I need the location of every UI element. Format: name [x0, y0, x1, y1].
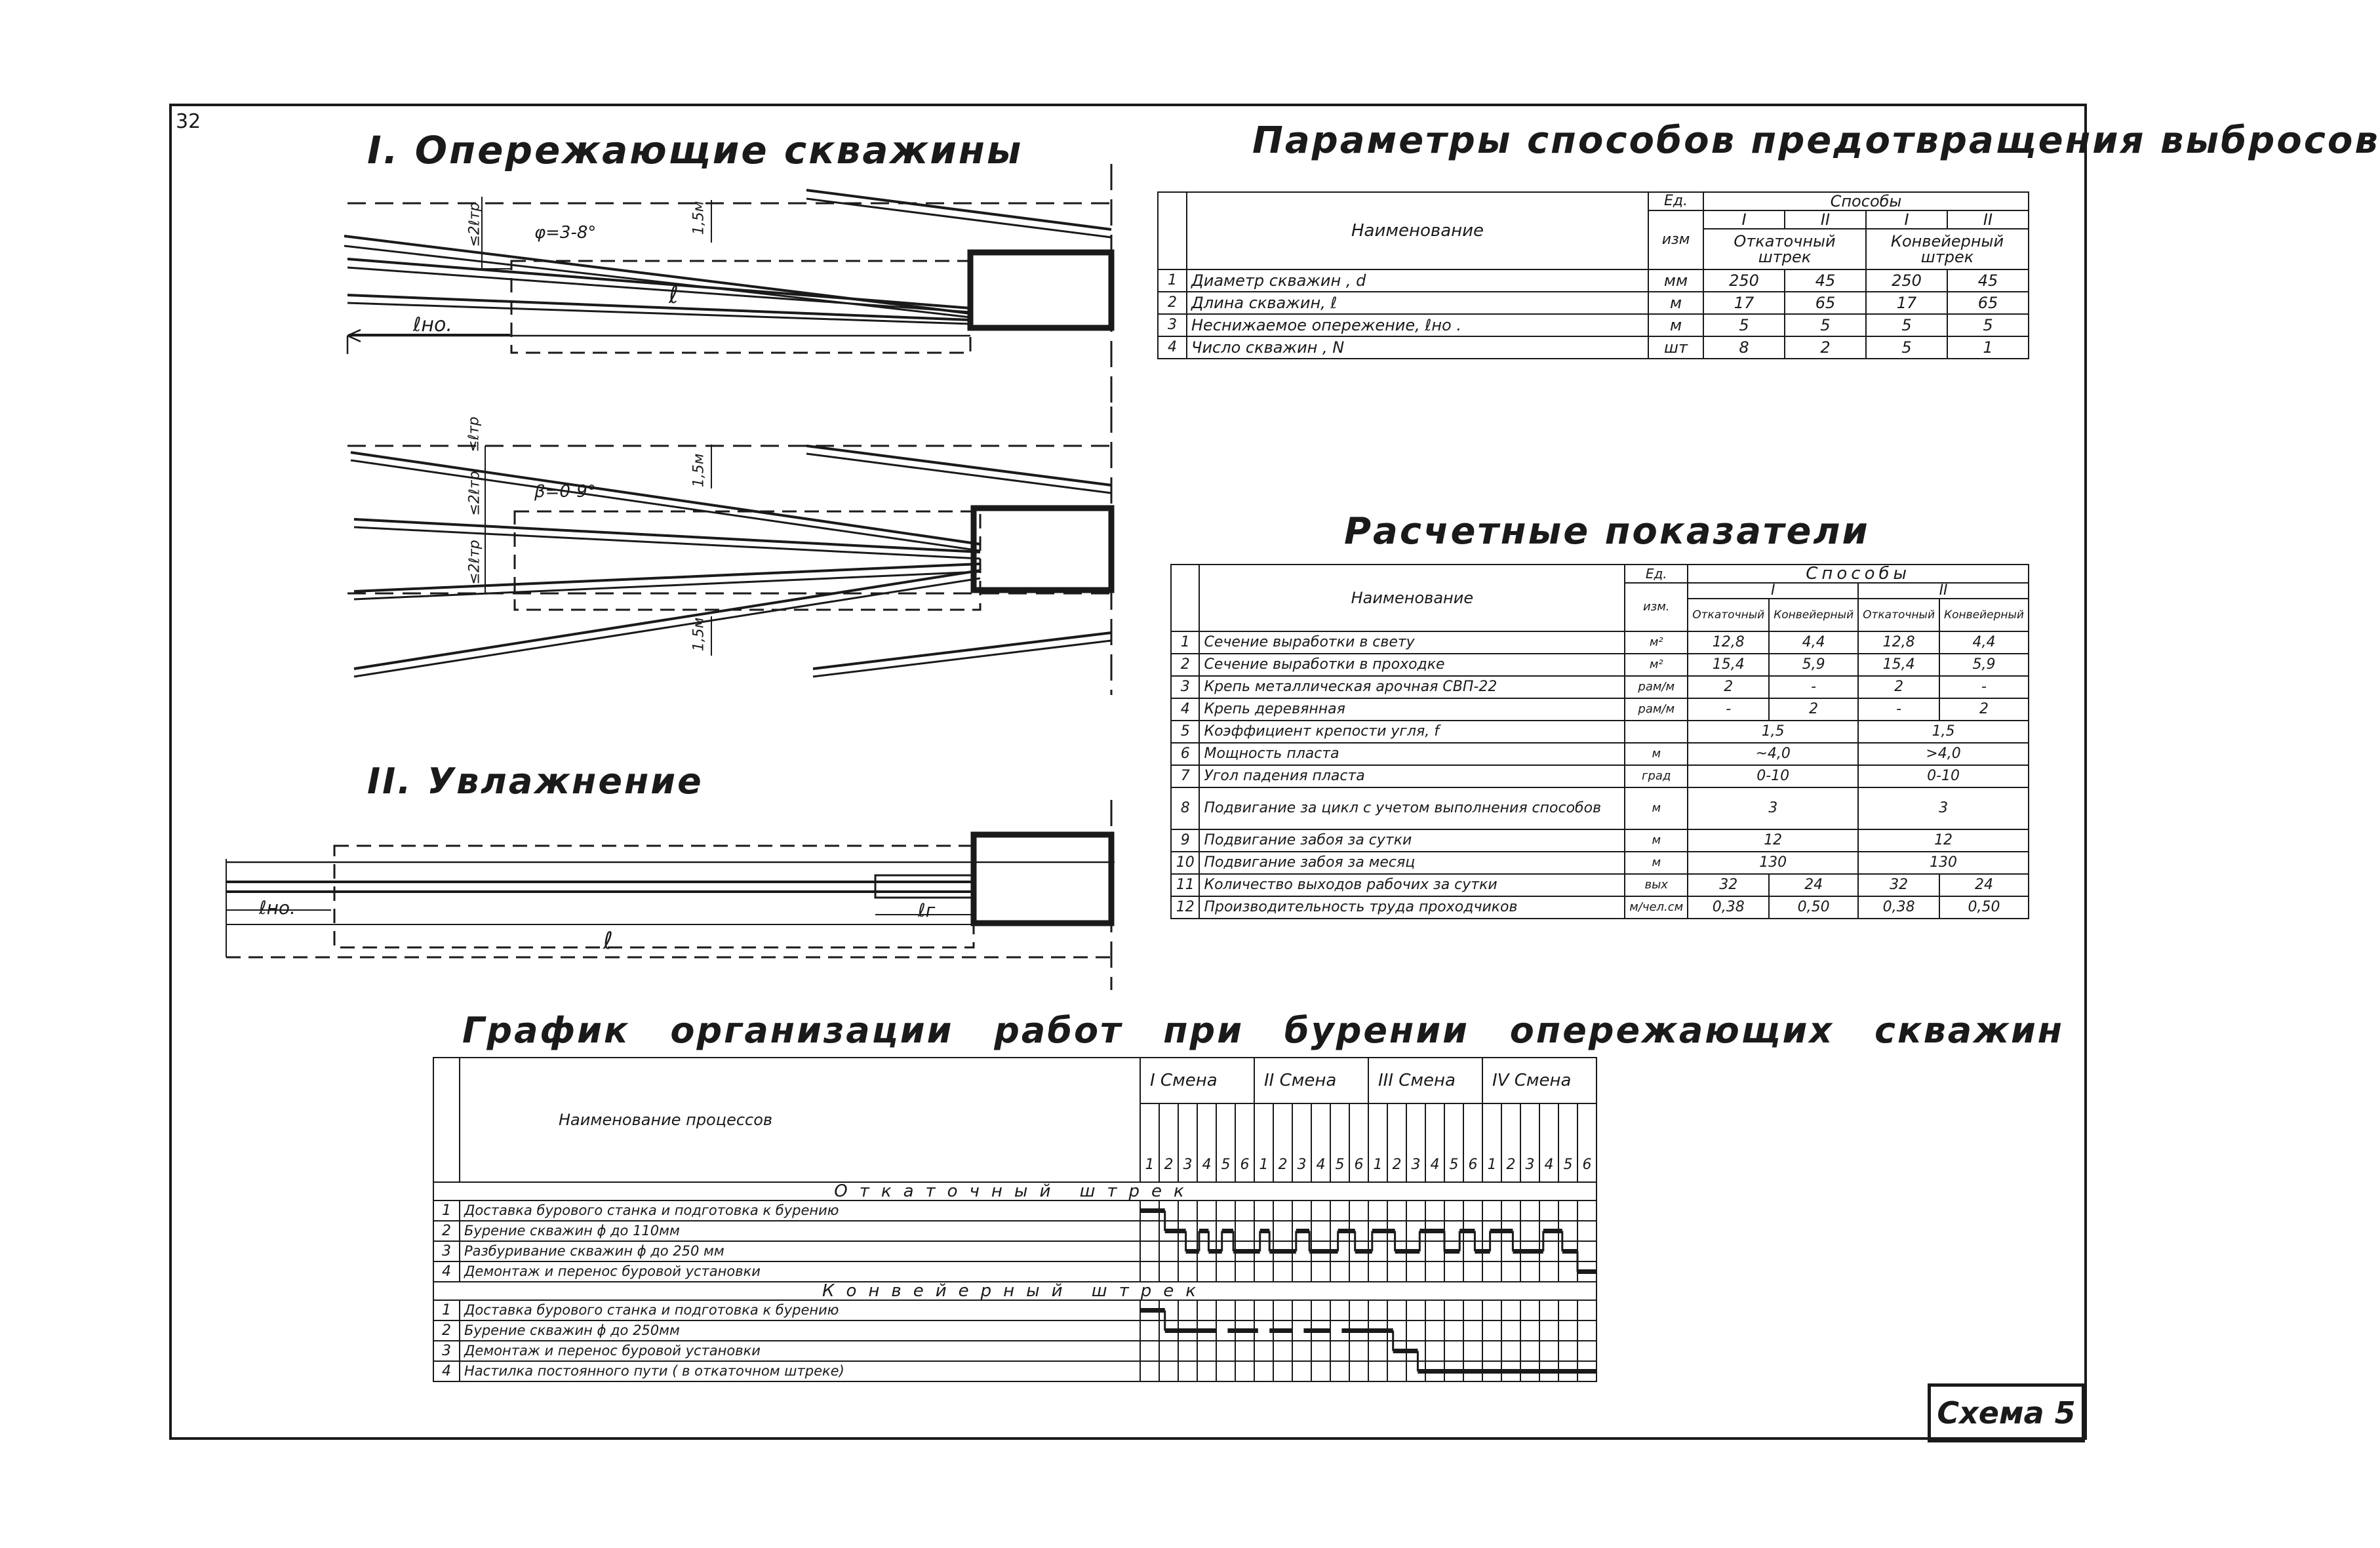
hour-cell: 1	[1254, 1103, 1273, 1182]
row-value: -	[1769, 676, 1858, 698]
row-number: 2	[1158, 292, 1187, 314]
row-value: 2	[1858, 676, 1939, 698]
row-name: Сечение выработки в свету	[1199, 631, 1625, 654]
calc-roman-1: I	[1688, 583, 1858, 599]
row-name: Длина скважин, ℓ	[1187, 292, 1648, 314]
process-name: Доставка бурового станка и подготовка к бурению	[460, 1300, 1140, 1320]
ltp-label-a: ≤2ℓтр	[466, 202, 483, 247]
row-name: Угол падения пласта	[1199, 765, 1625, 787]
row-value-method-1: ~4,0	[1688, 743, 1858, 765]
row-value: 45	[1947, 269, 2029, 292]
row-name: Сечение выработки в проходке	[1199, 654, 1625, 676]
row-number: 8	[1171, 787, 1199, 829]
row-value: 65	[1785, 292, 1866, 314]
hour-cell: 5	[1558, 1103, 1577, 1182]
params-header-methods: Способы	[1703, 192, 2029, 210]
row-value: 12,8	[1858, 631, 1939, 654]
row-name: Коэффициент крепости угля, f	[1199, 721, 1625, 743]
params-header-name: Наименование	[1187, 192, 1648, 269]
row-name: Крепь деревянная	[1199, 698, 1625, 721]
params-header-unit-2: изм	[1648, 210, 1703, 269]
row-number: 11	[1171, 874, 1199, 896]
process-name: Демонтаж и перенос буровой установки	[460, 1261, 1140, 1282]
row-value: 4,4	[1939, 631, 2029, 654]
row-number: 3	[1171, 676, 1199, 698]
row-value: 2	[1769, 698, 1858, 721]
row-value: 65	[1947, 292, 2029, 314]
row-value: 5	[1785, 314, 1866, 336]
hour-cell: 6	[1235, 1103, 1254, 1182]
hour-cell: 4	[1311, 1103, 1330, 1182]
angle-phi-label: φ=3-8°	[534, 223, 597, 243]
row-value-method-2: 12	[1858, 829, 2029, 852]
schedule-title: График организации работ при бурении опережающих скважин	[462, 1010, 2065, 1051]
row-name: Неснижаемое опережение, ℓно .	[1187, 314, 1648, 336]
row-value: 5,9	[1939, 654, 2029, 676]
row-value: 250	[1866, 269, 1947, 292]
row-number: 5	[1171, 721, 1199, 743]
row-unit: м/чел.см	[1625, 896, 1688, 919]
row-value-method-2: 130	[1858, 852, 2029, 874]
row-value: -	[1688, 698, 1769, 721]
row-name: Подвигание за цикл с учетом выполнения способов	[1199, 787, 1625, 829]
row-value: -	[1939, 676, 2029, 698]
row-number: 6	[1171, 743, 1199, 765]
hour-cell: 6	[1349, 1103, 1368, 1182]
params-title: Параметры способов предотвращения выбросов	[1252, 119, 2380, 162]
shift-3: III Смена	[1368, 1058, 1482, 1103]
row-number: 1	[1171, 631, 1199, 654]
row-value-method-1: 12	[1688, 829, 1858, 852]
calc-sub-2: Конвейерный	[1769, 599, 1858, 631]
row-value: 2	[1785, 336, 1866, 359]
row-value: 8	[1703, 336, 1785, 359]
row-number: 4	[433, 1261, 460, 1282]
hour-cell: 4	[1539, 1103, 1558, 1182]
section2-title: II. Увлажнение	[367, 761, 704, 802]
row-value-method-2: 1,5	[1858, 721, 2029, 743]
row-value: 0,38	[1688, 896, 1769, 919]
row-value: 4,4	[1769, 631, 1858, 654]
page-number: 32	[176, 110, 201, 133]
row-name: Производительность труда проходчиков	[1199, 896, 1625, 919]
hour-cell: 2	[1387, 1103, 1406, 1182]
row-name: Диаметр скважин , d	[1187, 269, 1648, 292]
row-value: 5	[1866, 314, 1947, 336]
row-value: 5,9	[1769, 654, 1858, 676]
row-number: 9	[1171, 829, 1199, 852]
hour-cell: 3	[1292, 1103, 1311, 1182]
row-unit: мм	[1648, 269, 1703, 292]
hour-cell: 3	[1406, 1103, 1425, 1182]
row-value: 5	[1947, 314, 2029, 336]
row-number: 3	[1158, 314, 1187, 336]
row-value: 250	[1703, 269, 1785, 292]
row-unit: вых	[1625, 874, 1688, 896]
row-number: 3	[433, 1341, 460, 1361]
row-name: Мощность пласта	[1199, 743, 1625, 765]
row-value-method-2: 3	[1858, 787, 2029, 829]
row-value: 17	[1703, 292, 1785, 314]
row-number: 1	[433, 1201, 460, 1221]
row-name: Число скважин , N	[1187, 336, 1648, 359]
row-value-method-1: 1,5	[1688, 721, 1858, 743]
row-name: Количество выходов рабочих за сутки	[1199, 874, 1625, 896]
humid-l-label: ℓ	[603, 928, 613, 955]
hour-cell: 1	[1482, 1103, 1501, 1182]
hour-cell: 2	[1501, 1103, 1520, 1182]
row-unit: м	[1625, 787, 1688, 829]
hour-cell: 1	[1368, 1103, 1387, 1182]
hour-cell: 5	[1216, 1103, 1235, 1182]
row-unit: м²	[1625, 654, 1688, 676]
calc-roman-2: II	[1858, 583, 2029, 599]
row-value: 32	[1858, 874, 1939, 896]
params-roman-3: I	[1866, 210, 1947, 229]
row-number: 4	[1171, 698, 1199, 721]
row-value-method-1: 0-10	[1688, 765, 1858, 787]
section-conveyor-label: Конвейерный штрек	[433, 1282, 1597, 1300]
calc-header-name: Наименование	[1199, 565, 1625, 631]
process-name: Настилка постоянного пути ( в откаточном штреке)	[460, 1361, 1140, 1381]
row-value: 5	[1703, 314, 1785, 336]
row-value: 24	[1939, 874, 2029, 896]
row-value-method-2: 0-10	[1858, 765, 2029, 787]
row-number: 3	[433, 1241, 460, 1261]
row-number: 12	[1171, 896, 1199, 919]
lno-label: ℓно.	[413, 313, 452, 336]
row-number: 4	[1158, 336, 1187, 359]
row-value: 5	[1866, 336, 1947, 359]
row-value-method-1: 130	[1688, 852, 1858, 874]
row-value: 15,4	[1858, 654, 1939, 676]
row-unit: м	[1625, 852, 1688, 874]
section-haulage-label: Откаточный штрек	[433, 1182, 1597, 1201]
row-unit: рам/м	[1625, 676, 1688, 698]
hour-cell: 4	[1197, 1103, 1216, 1182]
process-name: Бурение скважин ϕ до 250мм	[460, 1320, 1140, 1341]
humid-lr-label: ℓг	[918, 900, 936, 921]
process-name: Бурение скважин ϕ до 110мм	[460, 1221, 1140, 1241]
row-name: Подвигание забоя за месяц	[1199, 852, 1625, 874]
row-number: 1	[433, 1300, 460, 1320]
process-name: Доставка бурового станка и подготовка к бурению	[460, 1201, 1140, 1221]
row-name: Подвигание забоя за сутки	[1199, 829, 1625, 852]
one-five-m-label-c: 1,5м	[690, 617, 707, 652]
row-value: 45	[1785, 269, 1866, 292]
hour-cell: 5	[1444, 1103, 1463, 1182]
process-name: Демонтаж и перенос буровой установки	[460, 1341, 1140, 1361]
params-roman-2: II	[1785, 210, 1866, 229]
params-roman-4: II	[1947, 210, 2029, 229]
hour-cell: 4	[1425, 1103, 1444, 1182]
row-unit: м	[1625, 829, 1688, 852]
row-number: 10	[1171, 852, 1199, 874]
row-value: -	[1858, 698, 1939, 721]
hour-cell: 2	[1159, 1103, 1178, 1182]
l-label: ℓ	[669, 282, 679, 309]
params-roman-1: I	[1703, 210, 1785, 229]
ltp-label-c: ≤2ℓтр	[466, 471, 483, 516]
row-value: 2	[1939, 698, 2029, 721]
row-unit: шт	[1648, 336, 1703, 359]
shift-4: IV Смена	[1482, 1058, 1597, 1103]
row-unit: м	[1648, 292, 1703, 314]
row-value: 24	[1769, 874, 1858, 896]
calc-header-unit-2: изм.	[1625, 583, 1688, 631]
row-unit: рам/м	[1625, 698, 1688, 721]
row-number: 4	[433, 1361, 460, 1381]
schedule-header-name: Наименование процессов	[460, 1058, 1140, 1182]
schema-label: Схема 5	[1928, 1383, 2085, 1442]
section1-title: I. Опережающие скважины	[367, 128, 1023, 172]
shift-1: I Смена	[1140, 1058, 1254, 1103]
row-name: Крепь металлическая арочная СВП-22	[1199, 676, 1625, 698]
ltp-label-b: ≤ℓтр	[466, 416, 483, 452]
row-value: 0,50	[1769, 896, 1858, 919]
one-five-m-label-a: 1,5м	[690, 201, 707, 235]
row-value: 0,38	[1858, 896, 1939, 919]
calc-header-unit-1: Ед.	[1625, 565, 1688, 583]
angle-beta-label: β=0-9°	[534, 482, 596, 502]
row-unit: м	[1648, 314, 1703, 336]
row-value: 0,50	[1939, 896, 2029, 919]
row-unit: м	[1625, 743, 1688, 765]
one-five-m-label-b: 1,5м	[690, 453, 707, 488]
calc-title: Расчетные показатели	[1344, 510, 1870, 553]
params-group-2: Конвейерный штрек	[1866, 229, 2029, 269]
hour-cell: 5	[1330, 1103, 1349, 1182]
hour-cell: 3	[1178, 1103, 1197, 1182]
ltp-label-d: ≤2ℓтр	[466, 540, 483, 585]
hour-cell: 6	[1577, 1103, 1597, 1182]
hour-cell: 2	[1273, 1103, 1292, 1182]
calc-sub-1: Откаточный	[1688, 599, 1769, 631]
hour-cell: 6	[1463, 1103, 1482, 1182]
shift-2: II Смена	[1254, 1058, 1368, 1103]
humid-lno-label: ℓно.	[259, 897, 296, 919]
row-value: 1	[1947, 336, 2029, 359]
calc-sub-4: Конвейерный	[1939, 599, 2029, 631]
row-value: 2	[1688, 676, 1769, 698]
row-value: 32	[1688, 874, 1769, 896]
row-value: 17	[1866, 292, 1947, 314]
row-number: 1	[1158, 269, 1187, 292]
calc-sub-3: Откаточный	[1858, 599, 1939, 631]
row-unit: м²	[1625, 631, 1688, 654]
row-number: 2	[433, 1221, 460, 1241]
params-group-1: Откаточный штрек	[1703, 229, 1866, 269]
row-number: 2	[1171, 654, 1199, 676]
row-unit: град	[1625, 765, 1688, 787]
process-name: Разбуривание скважин ϕ до 250 мм	[460, 1241, 1140, 1261]
hour-cell: 1	[1140, 1103, 1159, 1182]
calc-header-methods: Способы	[1688, 565, 2029, 583]
row-number: 7	[1171, 765, 1199, 787]
row-value-method-2: >4,0	[1858, 743, 2029, 765]
row-value-method-1: 3	[1688, 787, 1858, 829]
row-value: 12,8	[1688, 631, 1769, 654]
params-header-unit-1: Ед.	[1648, 192, 1703, 210]
hour-cell: 3	[1520, 1103, 1539, 1182]
row-value: 15,4	[1688, 654, 1769, 676]
row-number: 2	[433, 1320, 460, 1341]
